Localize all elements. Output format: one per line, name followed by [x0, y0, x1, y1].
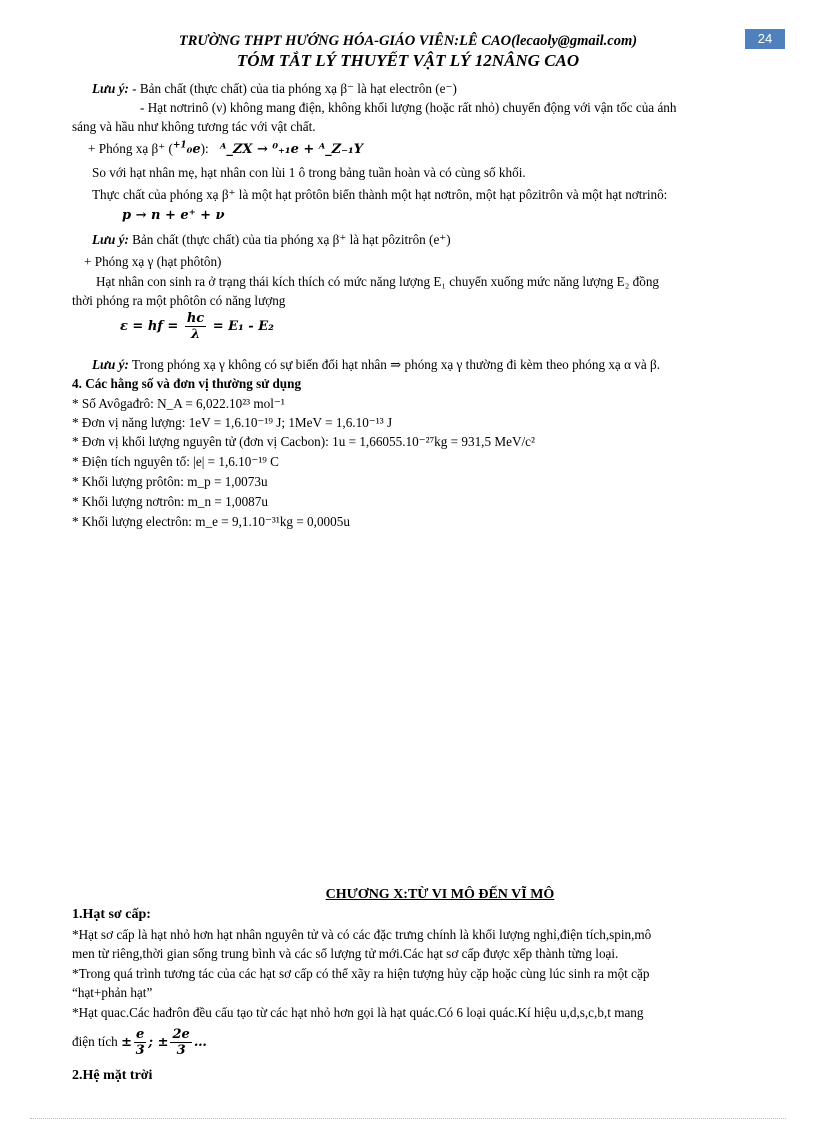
page-number-badge: 24: [745, 29, 785, 49]
note-label: Lưu ý:: [92, 232, 129, 247]
gamma-line1: Hạt nhân con sinh ra ở trạng thái kích thích có mức năng lượng E₁ chuyển xuống mức năng lượng E₂ đồng: [96, 274, 660, 289]
constant-item: * Khối lượng prôtôn: m_p = 1,0073u: [72, 474, 268, 489]
paragraph-line: *Hạt sơ cấp là hạt nhỏ hơn hạt nhân nguyên tử và có các đặc trưng chính là khối lượng nghỉ,điện tích,spin,mô: [72, 927, 652, 942]
beta-plus-label-end: ):: [200, 141, 209, 156]
gamma-heading: + Phóng xạ γ (hạt phôtôn): [84, 254, 222, 269]
document-title: TÓM TẮT LÝ THUYẾT VẬT LÝ 12NÂNG CAO: [236, 51, 580, 70]
beta-minus-note-line3: sáng và hầu như không tương tác với vật chất.: [72, 119, 316, 134]
constant-item: * Đơn vị khối lượng nguyên tử (đơn vị Cacbon): 1u = 1,66055.10⁻²⁷kg = 931,5 MeV/c²: [72, 434, 535, 449]
page-header: [0, 31, 816, 71]
note-label: Lưu ý:: [92, 357, 129, 372]
fraction-2e-3: [170, 1027, 191, 1058]
constant-item: * Số Avôgađrô: N_A = 6,022.10²³ mol⁻¹: [72, 396, 285, 411]
beta-plus-label: + Phóng xạ β⁺ (: [88, 141, 173, 156]
beta-plus-line1: So với hạt nhân mẹ, hạt nhân con lùi 1 ô trong bảng tuần hoàn và có cùng số khối.: [92, 165, 526, 180]
fraction-e-3: [134, 1027, 146, 1058]
fraction-denominator: 3: [176, 1043, 186, 1058]
gamma-line2: thời phóng ra một phôtôn có năng lượng: [72, 293, 286, 308]
photon-energy-formula: [120, 311, 274, 342]
beta-plus-line2: Thực chất của phóng xạ β⁺ là một hạt prôtôn biến thành một hạt nơtrôn, một hạt pôzitrôn và một hạt nơtrinô:: [92, 187, 668, 202]
gamma-note: [92, 355, 660, 374]
fraction-numerator: e: [135, 1027, 145, 1042]
fraction-numerator: 2e: [172, 1027, 190, 1042]
quark-charge-line: [72, 1024, 207, 1061]
section-heading-particles: 1.Hạt sơ cấp:: [72, 907, 151, 922]
beta-minus-note-line1: [92, 79, 457, 98]
note-text: Bản chất (thực chất) của tia phóng xạ β⁺ là hạt pôzitrôn (e⁺): [132, 232, 451, 247]
page-bottom-divider: [30, 1118, 786, 1119]
constants-heading: 4. Các hằng số và đơn vị thường sử dụng: [72, 376, 302, 391]
note-label: Lưu ý:: [92, 81, 129, 96]
charge-label: điện tích: [72, 1034, 118, 1049]
beta-minus-note-line2: - Hạt nơtrinô (ν) không mang điện, không khối lượng (hoặc rất nhỏ) chuyển động với vận tốc của ánh: [140, 100, 677, 115]
note-text: - Bản chất (thực chất) của tia phóng xạ β⁻ là hạt electrôn (e⁻): [132, 81, 457, 96]
fraction-denominator: 3: [135, 1043, 145, 1058]
beta-plus-heading: [88, 139, 363, 159]
constant-item: * Khối lượng nơtrôn: m_n = 1,0087u: [72, 494, 268, 509]
fraction-denominator: λ: [190, 327, 201, 342]
fraction-numerator: hc: [186, 311, 205, 326]
section-heading-solar-system: 2.Hệ mặt trời: [72, 1068, 153, 1083]
chapter-title: CHƯƠNG X:TỪ VI MÔ ĐẾN VĨ MÔ: [325, 887, 555, 902]
beta-plus-reaction: p → n + e⁺ + ν: [122, 208, 225, 223]
formula-right: = E₁ - E₂: [212, 319, 274, 334]
constant-item: * Khối lượng electrôn: m_e = 9,1.10⁻³¹kg = 0,0005u: [72, 514, 350, 529]
positron-symbol: $^{+1}$₀e: [172, 140, 201, 157]
paragraph-line: *Hạt quac.Các hađrôn đều cấu tạo từ các hạt nhỏ hơn gọi là hạt quác.Có 6 loại quác.Kí hiệu u,d,s,c,b,t mang: [72, 1005, 644, 1020]
note-text: Trong phóng xạ γ không có sự biến đổi hạt nhân ⇒ phóng xạ γ thường đi kèm theo phóng xạ α và β.: [131, 357, 661, 372]
fraction-hc-lambda: [185, 311, 206, 342]
constant-item: * Điện tích nguyên tố: |e| = 1,6.10⁻¹⁹ C: [72, 454, 279, 469]
paragraph-line: men từ riêng,thời gian sống trung bình và các số lượng tử mới.Các hạt sơ cấp được xếp thành từng loại.: [72, 946, 619, 961]
formula-left: ε = hf =: [120, 319, 179, 334]
constant-item: * Đơn vị năng lượng: 1eV = 1,6.10⁻¹⁹ J; 1MeV = 1,6.10⁻¹³ J: [72, 415, 393, 430]
paragraph-line: *Trong quá trình tương tác của các hạt sơ cấp có thể xãy ra hiện tượng hủy cặp hoặc cùng lúc sinh ra một cặp: [72, 966, 650, 981]
beta-plus-formula: ᴬ_ZX → ⁰₊₁e + ᴬ_Z₋₁Y: [219, 142, 364, 157]
quark-charges: ± $\frac{e}{3}$ ; ± $\frac{2e}{3}$ …: [121, 1027, 207, 1058]
beta-plus-note: [92, 230, 451, 249]
paragraph-line: “hạt+phản hạt”: [72, 985, 153, 1000]
school-line: TRƯỜNG THPT HƯỚNG HÓA-GIÁO VIÊN:LÊ CAO(lecaoly@gmail.com): [178, 33, 638, 49]
